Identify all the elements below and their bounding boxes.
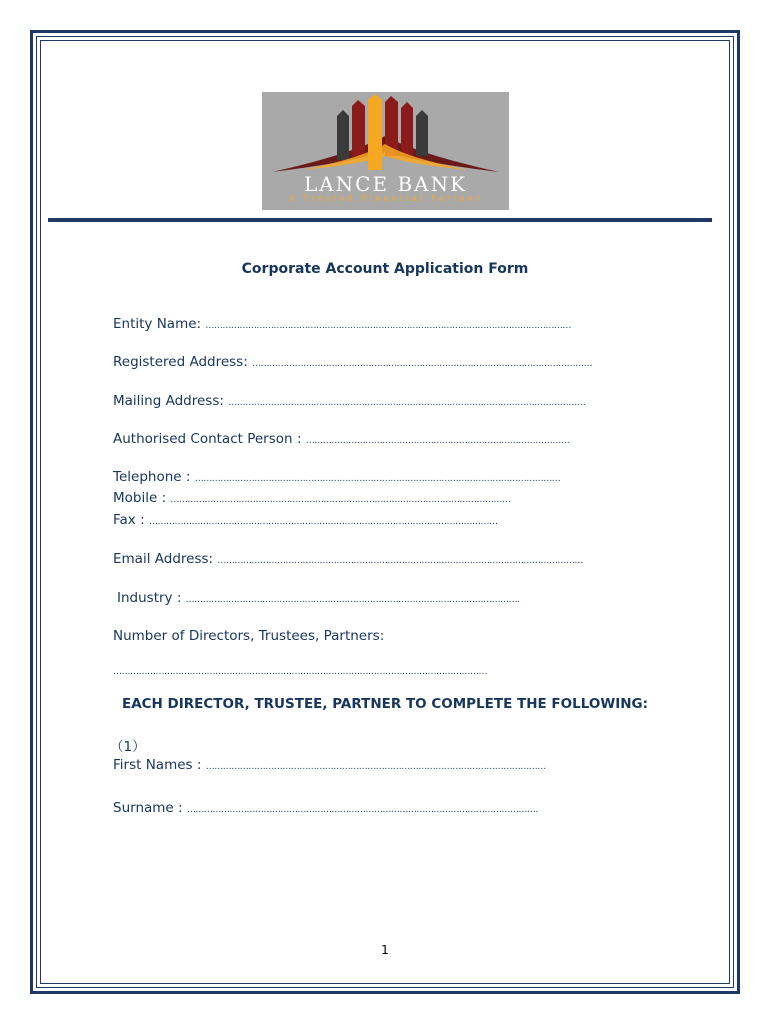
industry-field[interactable] <box>117 590 520 606</box>
mobile-label: Mobile : <box>113 490 167 506</box>
first-names-field[interactable] <box>113 757 546 773</box>
entity-name-label: Entity Name: <box>113 316 202 332</box>
fax-blank: …………………………………………………………………………………………………………… <box>148 517 498 527</box>
telephone-field[interactable] <box>113 469 560 485</box>
form-title: Corporate Account Application Form <box>241 261 529 277</box>
page-number: 1 <box>381 943 389 957</box>
telephone-label: Telephone : <box>113 469 191 485</box>
email-field[interactable] <box>113 551 583 567</box>
registered-address-label: Registered Address: <box>113 354 248 370</box>
entity-name-blank: ………………………………………………………………………………………………………………… <box>205 321 571 331</box>
mailing-address-blank: ……………………………………………………………………………………………………………… <box>228 398 586 408</box>
contact-person-label: Authorised Contact Person : <box>113 431 302 447</box>
industry-blank: ………………………………………………………………………………………………………. <box>185 595 520 605</box>
mobile-blank: ………………………………………………………………………………………………………… <box>170 495 511 505</box>
logo-name: LANCE BANK <box>303 172 468 196</box>
email-label: Email Address: <box>113 551 214 567</box>
contact-person-field[interactable] <box>113 431 569 447</box>
email-blank: ………………………………………………………………………………………………………………… <box>217 556 583 566</box>
header-rule <box>48 218 712 222</box>
contact-person-blank: ………………………………………………………………………………… <box>305 436 570 446</box>
bank-logo <box>262 92 509 210</box>
industry-label: Industry : <box>117 590 182 606</box>
fax-label: Fax : <box>113 512 145 528</box>
mobile-field[interactable] <box>113 490 510 506</box>
fax-field[interactable] <box>113 512 497 528</box>
surname-field[interactable] <box>113 800 538 816</box>
mailing-address-field[interactable] <box>113 393 585 409</box>
section-title: EACH DIRECTOR, TRUSTEE, PARTNER TO COMPLETE THE FOLLOWING: <box>121 696 649 712</box>
surname-label: Surname : <box>113 800 183 816</box>
mailing-address-label: Mailing Address: <box>113 393 224 409</box>
entity-name-field[interactable] <box>113 316 571 332</box>
num-directors-blank[interactable]: …………………………………………………………………………………………………………………… <box>113 667 487 677</box>
logo-tagline: A Trusted Financial Partner <box>288 194 483 203</box>
num-directors-label: Number of Directors, Trustees, Partners: <box>113 628 385 644</box>
surname-blank: ……………………………………………………………………………………………………………. <box>186 805 538 815</box>
first-names-blank: ………………………………………………………………………………………………………… <box>205 762 546 772</box>
num-directors-field <box>113 628 384 644</box>
registered-address-field[interactable] <box>113 354 592 370</box>
registered-address-blank: ………………………………………………………………………………………………………… <box>252 359 593 369</box>
telephone-blank: ………………………………………………………………………………………………………………… <box>194 474 561 484</box>
first-names-label: First Names : <box>113 757 202 773</box>
item-number: （1） <box>110 739 146 755</box>
